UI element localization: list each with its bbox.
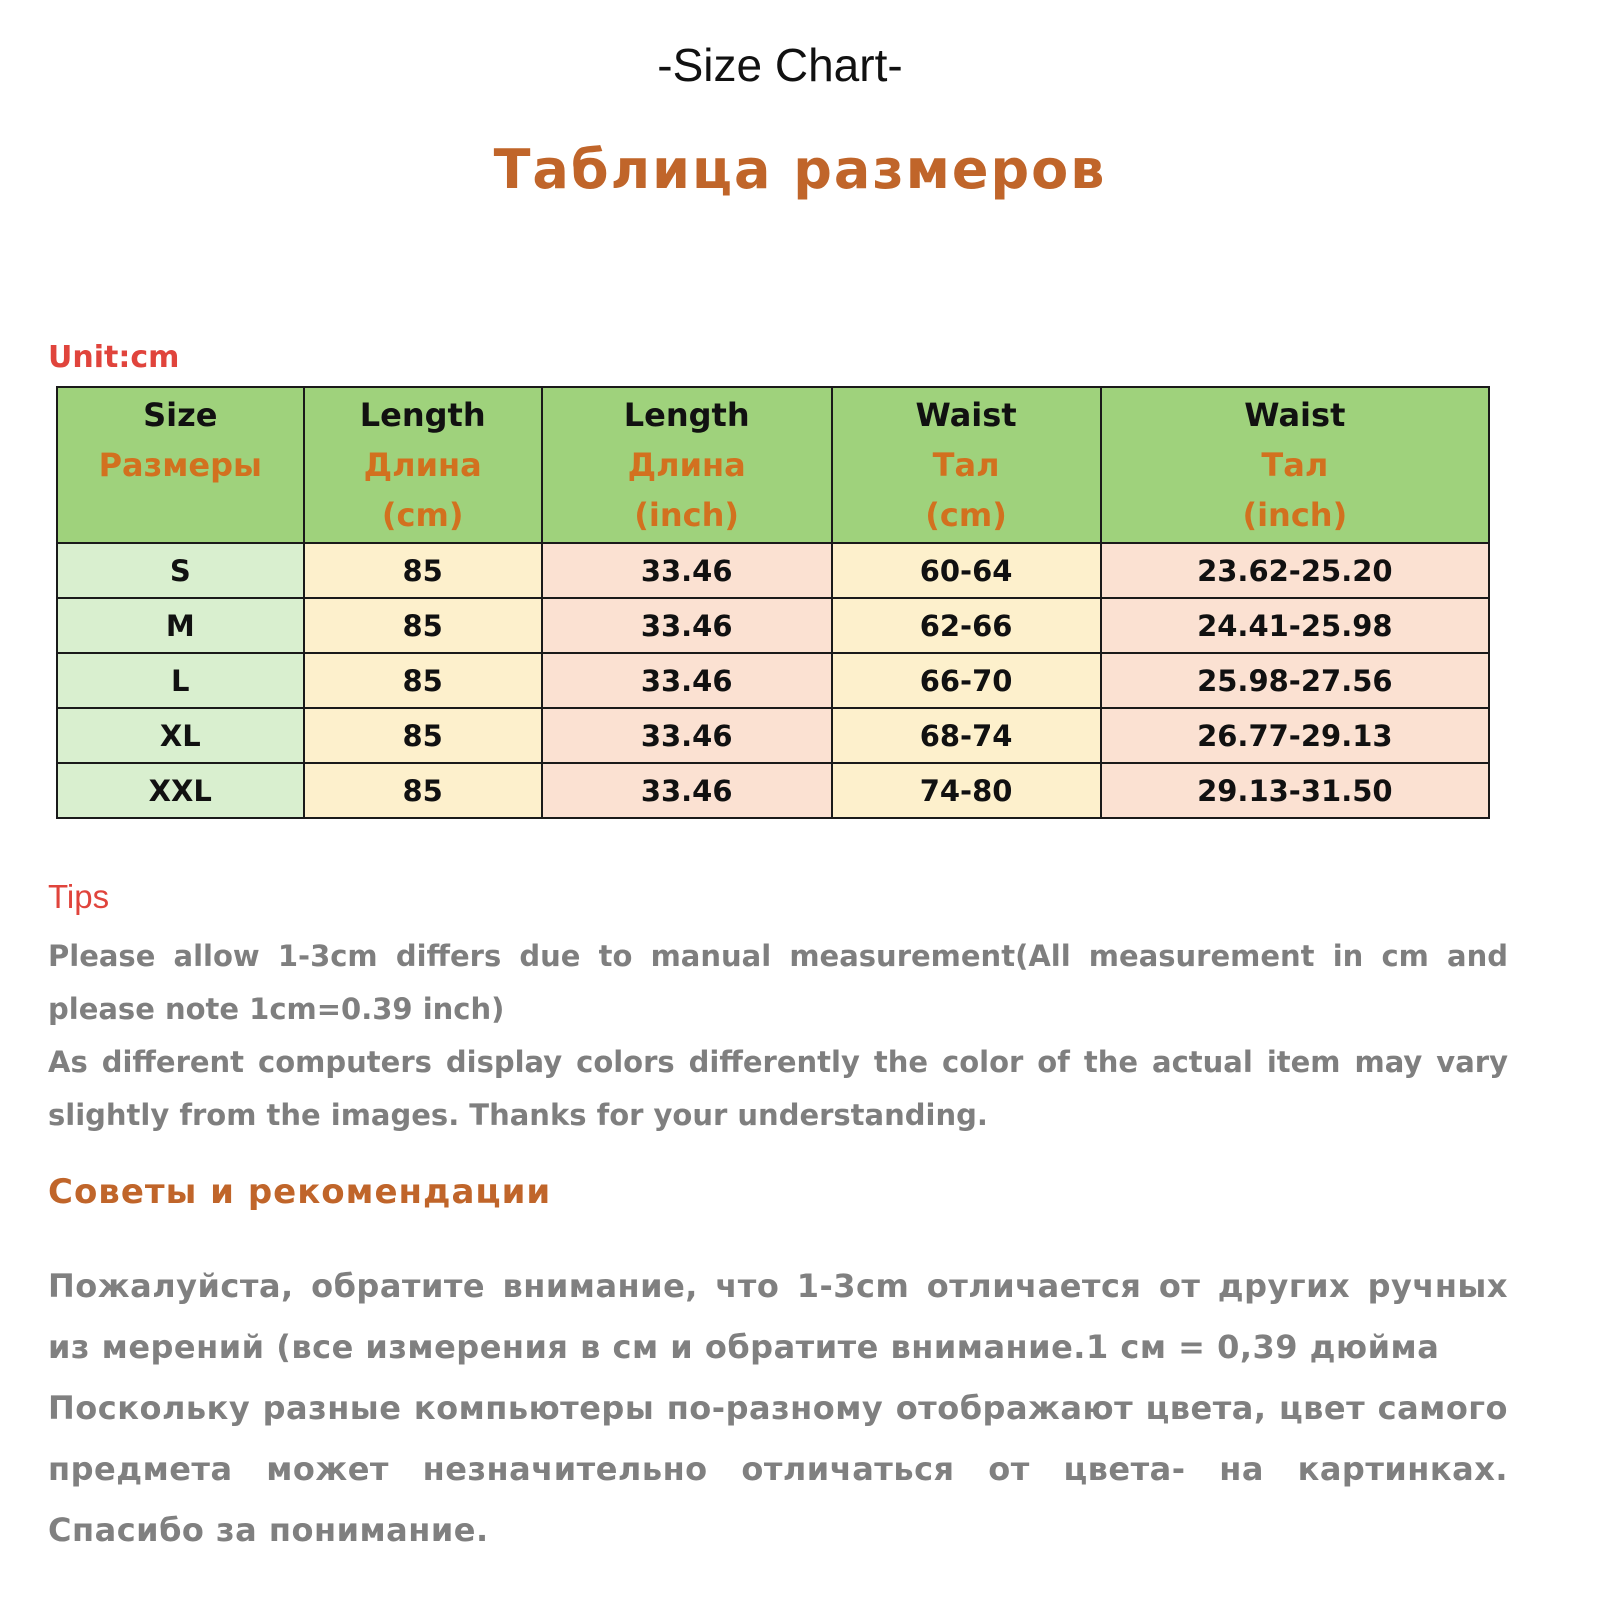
cell-length-cm: 85 <box>304 653 542 708</box>
header-en: Length <box>359 396 486 434</box>
table-row <box>57 653 1489 708</box>
cell-waist-cm: 66-70 <box>832 653 1101 708</box>
cell-size: S <box>57 543 304 598</box>
header-unit: (inch) <box>1242 496 1348 534</box>
header-ru: Длина <box>627 446 746 484</box>
tips-en-paragraph: Please allow 1-3cm differs due to manual measurement(All measurement in cm and please note 1cm=0.39 inch) <box>48 939 1508 1026</box>
cell-size: XL <box>57 708 304 763</box>
cell-length-inch: 33.46 <box>542 708 832 763</box>
cell-length-inch: 33.46 <box>542 543 832 598</box>
header-unit: (cm) <box>925 496 1007 534</box>
header-en: Waist <box>915 396 1017 434</box>
cell-length-inch: 33.46 <box>542 763 832 818</box>
header-waist-inch <box>1101 387 1489 543</box>
tips-heading: Tips <box>48 878 110 915</box>
tips-english <box>48 930 1508 1142</box>
header-unit: (cm) <box>381 496 464 534</box>
cell-waist-cm: 74-80 <box>832 763 1101 818</box>
cell-waist-inch: 29.13-31.50 <box>1101 763 1489 818</box>
table-header-row <box>57 387 1489 543</box>
header-length-inch <box>542 387 832 543</box>
tips-russian-heading: Советы и рекомендации <box>48 1172 552 1212</box>
header-en: Waist <box>1244 396 1346 434</box>
cell-length-cm: 85 <box>304 543 542 598</box>
size-chart-table <box>56 386 1490 819</box>
table-row <box>57 598 1489 653</box>
header-ru: Тал <box>932 446 1000 484</box>
header-ru: Длина <box>363 446 482 484</box>
cell-length-inch: 33.46 <box>542 598 832 653</box>
cell-waist-cm: 62-66 <box>832 598 1101 653</box>
header-unit: (inch) <box>634 496 740 534</box>
cell-length-cm: 85 <box>304 598 542 653</box>
page-title: -Size Chart- <box>657 39 903 91</box>
header-ru: Размеры <box>98 446 262 484</box>
unit-label: Unit:cm <box>48 340 180 375</box>
tips-ru-paragraph: Пожалуйста, обратите внимание, что 1-3cm отличается от других ручных из мерений (все измерения в см и обратите внимание.1 см = 0,39 дюйма <box>48 1267 1508 1366</box>
header-waist-cm <box>832 387 1101 543</box>
cell-size: M <box>57 598 304 653</box>
cell-length-inch: 33.46 <box>542 653 832 708</box>
page-subtitle: Таблица размеров <box>493 138 1107 201</box>
header-en: Size <box>143 396 218 434</box>
cell-length-cm: 85 <box>304 708 542 763</box>
cell-size: L <box>57 653 304 708</box>
cell-size: XXL <box>57 763 304 818</box>
table-row <box>57 543 1489 598</box>
cell-waist-inch: 25.98-27.56 <box>1101 653 1489 708</box>
header-unit <box>58 490 303 540</box>
cell-waist-inch: 24.41-25.98 <box>1101 598 1489 653</box>
header-length-cm <box>304 387 542 543</box>
header-ru: Тал <box>1261 446 1329 484</box>
cell-waist-cm: 60-64 <box>832 543 1101 598</box>
table-row <box>57 708 1489 763</box>
header-size <box>57 387 304 543</box>
table-row <box>57 763 1489 818</box>
cell-waist-cm: 68-74 <box>832 708 1101 763</box>
cell-waist-inch: 26.77-29.13 <box>1101 708 1489 763</box>
tips-russian <box>48 1256 1508 1561</box>
tips-ru-paragraph: Поскольку разные компьютеры по-разному отображают цвета, цвет самого предмета может незначительно отличаться от цвета- на картинках. Спасибо за понимание. <box>48 1389 1508 1549</box>
header-en: Length <box>623 396 750 434</box>
cell-length-cm: 85 <box>304 763 542 818</box>
cell-waist-inch: 23.62-25.20 <box>1101 543 1489 598</box>
tips-en-paragraph: As different computers display colors differently the color of the actual item may vary slightly from the images. Thanks for your understanding. <box>48 1045 1508 1132</box>
